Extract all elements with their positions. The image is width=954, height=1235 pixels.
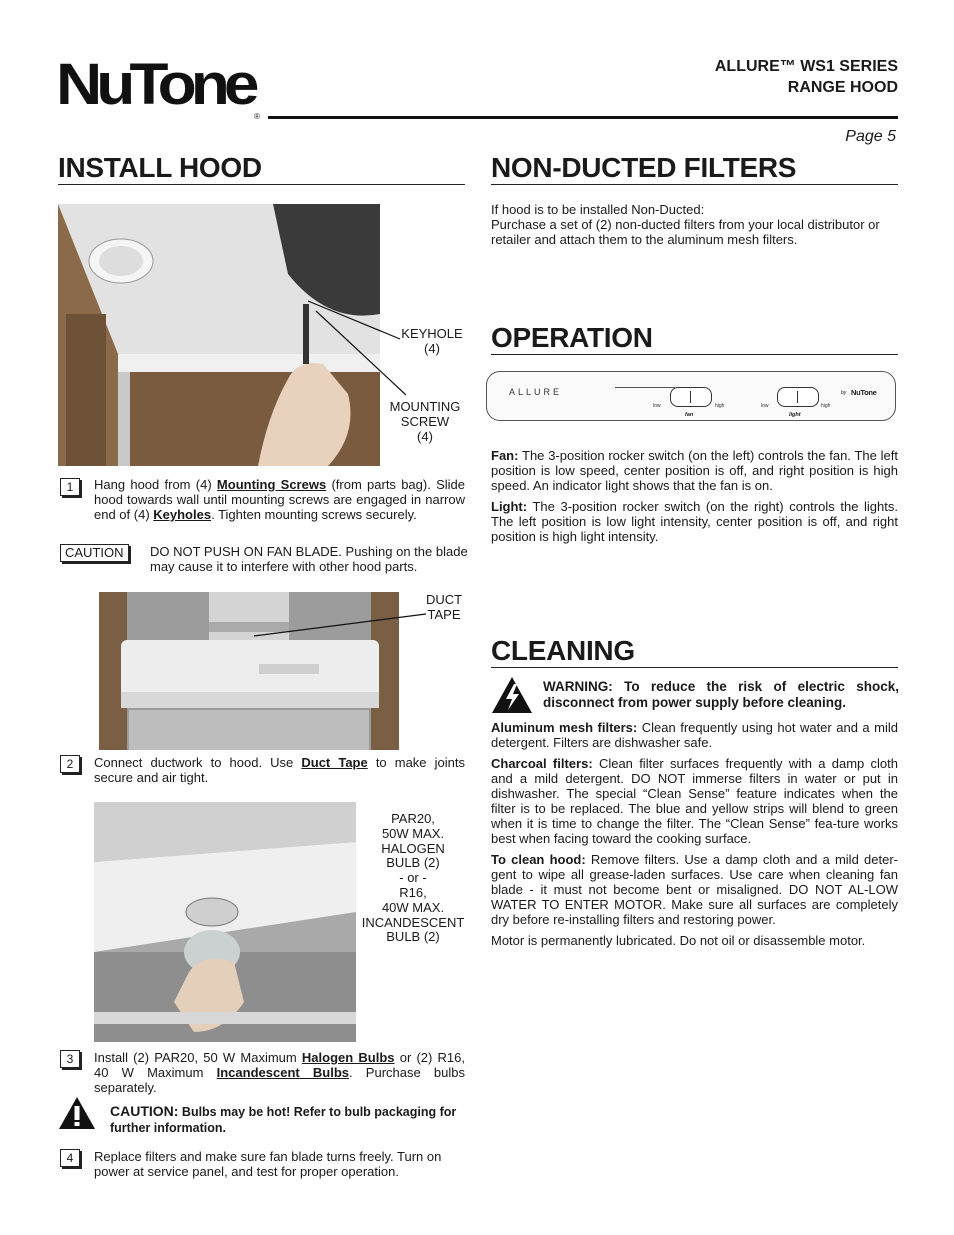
incandescent-bulbs-term: Incandescent Bulbs	[216, 1065, 350, 1080]
registered-mark: ®	[254, 112, 260, 121]
bulb-spec-label: PAR20, 50W MAX. HALOGEN BULB (2) - or - R16, 40W MAX. INCANDESCENT BULB (2)	[361, 811, 465, 945]
bulb-caution-text: CAUTION: Bulbs may be hot! Refer to bulb packaging for further information.	[110, 1103, 457, 1135]
filters-text: If hood is to be installed Non-Ducted: Purchase a set of (2) non-ducted filters from your local distributor or retailer and attach them to the aluminum mesh filters.	[491, 202, 880, 247]
step-1-number: 1	[60, 478, 80, 496]
duct-tape-label: DUCT TAPE	[425, 592, 463, 622]
halogen-bulbs-term: Halogen Bulbs	[301, 1050, 395, 1065]
fan-label: fan	[685, 412, 694, 418]
fan-description: Fan: The 3-position rocker switch (on the left) controls the fan. The left position is low speed, center position is off, and right position is high speed. An indicator light shows that the fan is on.	[491, 448, 898, 493]
charcoal-filters-paragraph: Charcoal filters: Clean filter surfaces frequently with a damp cloth and a mild detergent. DO NOT immerse filters in water or put in dishwasher. The special “Clean Sense” feature indicates when the filter is to be replaced. The blue and yellow strips will blend to green when it is time to change the filter. The “Clean Sense” fea-ture works best when facing toward the cooking surface.	[491, 756, 898, 846]
install-hood-heading: INSTALL HOOD	[58, 152, 262, 183]
series-line-1: ALLURE™ WS1 SERIES	[714, 58, 898, 75]
series-line-2: RANGE HOOD	[787, 79, 898, 96]
step-3-text: Install (2) PAR20, 50 W Maximum Halogen Bulbs or (2) R16, 40 W Maximum Incandescent Bulbs. Purchase bulbs separately.	[94, 1050, 466, 1095]
panel-logo: NuTone	[851, 388, 877, 397]
mounting-screw-label: MOUNTING SCREW (4)	[389, 399, 461, 444]
motor-paragraph: Motor is permanently lubricated. Do not oil or disassemble motor.	[491, 933, 866, 948]
step-2-text: Connect ductwork to hood. Use Duct Tape to make joints secure and air tight.	[94, 755, 465, 785]
series-title	[715, 56, 898, 98]
callout-line-2	[250, 610, 430, 640]
operation-text	[491, 448, 898, 550]
bulb-install-photo	[94, 802, 356, 1042]
nutone-logo: NuTone	[56, 50, 254, 118]
fan-low-label: low	[653, 403, 661, 409]
light-high-label: high	[821, 403, 831, 409]
install-heading-rule	[58, 184, 465, 185]
cleaning-warning-text: WARNING: To reduce the risk of electric shock, disconnect from power supply before cleaning.	[543, 679, 899, 710]
keyhole-label: KEYHOLE (4)	[401, 326, 463, 356]
light-description: Light: The 3-position rocker switch (on the right) controls the lights. The left position is low light intensity, center position is off, and right position is high light intensity.	[491, 499, 898, 544]
panel-by: by	[841, 390, 847, 396]
step-4-text: Replace filters and make sure fan blade turns freely. Turn on power at service panel, and test for proper operation.	[94, 1149, 442, 1179]
control-panel-illustration	[486, 371, 896, 421]
operation-heading: OPERATION	[491, 322, 653, 353]
filters-heading-rule	[491, 184, 898, 185]
fan-high-label: high	[715, 403, 725, 409]
step-4-number: 4	[60, 1149, 80, 1167]
step-3-number: 3	[60, 1050, 80, 1068]
light-label: light	[789, 412, 801, 418]
keyholes-term: Keyholes	[153, 507, 212, 522]
light-low-label: low	[761, 403, 769, 409]
header-rule	[268, 116, 898, 119]
step-1-text: Hang hood from (4) Mounting Screws (from parts bag). Slide hood towards wall until mounting screws are engaged in narrow end of (4) Keyholes. Tighten mounting screws securely.	[94, 477, 465, 522]
aluminum-filters-paragraph: Aluminum mesh filters: Clean frequently using hot water and a mild detergent. Filters are dishwasher safe.	[491, 720, 898, 750]
electric-shock-warning-icon	[491, 676, 533, 714]
caution-text: DO NOT PUSH ON FAN BLADE. Pushing on the blade may cause it to interfere with other hood parts.	[150, 544, 468, 574]
duct-tape-term: Duct Tape	[301, 755, 368, 770]
light-rocker-switch	[777, 387, 819, 407]
operation-heading-rule	[491, 354, 898, 355]
cleaning-heading-rule	[491, 667, 898, 668]
caution-triangle-icon	[58, 1096, 96, 1130]
cleaning-text	[491, 720, 898, 954]
clean-hood-paragraph: To clean hood: Remove filters. Use a damp cloth and a mild deter-gent to wipe all grease-laden surfaces. Use care when cleaning fan blade - it must not become bent or misaligned. DO NOT AL-LOW WATER TO ENTER MOTOR. Make sure all surfaces are completely dry before re-installing filters and restoring power.	[491, 852, 898, 927]
caution-box: CAUTION	[60, 544, 129, 562]
cleaning-heading: CLEANING	[491, 635, 635, 666]
step-2-number: 2	[60, 755, 80, 773]
panel-brand: ALLURE	[509, 387, 563, 397]
non-ducted-filters-heading: NON-DUCTED FILTERS	[491, 152, 797, 183]
mounting-screws-term: Mounting Screws	[216, 477, 327, 492]
panel-divider	[615, 387, 675, 388]
fan-rocker-switch	[670, 387, 712, 407]
page-number: Page 5	[845, 128, 896, 145]
callout-lines-1	[300, 295, 410, 405]
